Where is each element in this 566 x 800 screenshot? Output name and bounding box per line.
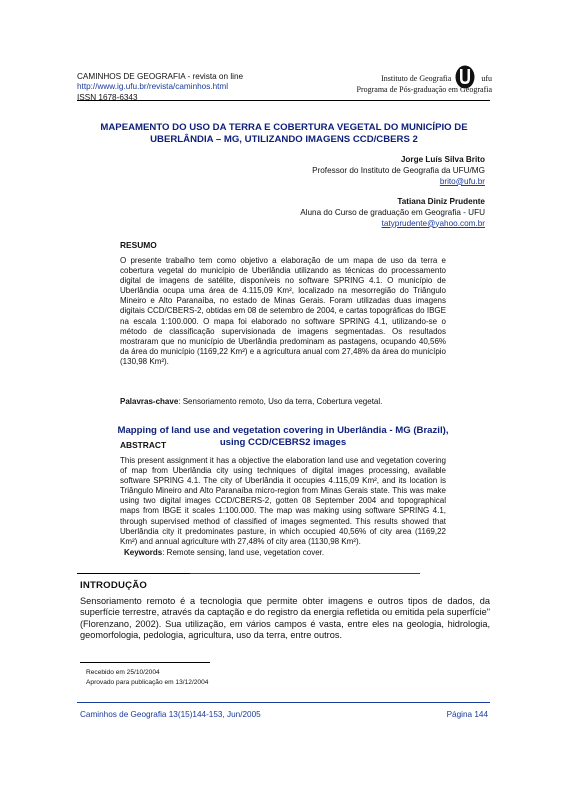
received-date: Recebido em 25/10/2004 bbox=[86, 669, 160, 676]
abstract-heading: ABSTRACT bbox=[120, 440, 167, 450]
author-block-2 bbox=[300, 197, 485, 229]
introducao-heading: INTRODUÇÃO bbox=[80, 580, 148, 591]
program-name: Programa de Pós-graduação em Geografia bbox=[356, 85, 492, 94]
author-email-link[interactable]: tatyprudente@yahoo.com.br bbox=[381, 218, 485, 228]
header-divider bbox=[77, 100, 490, 101]
author-affiliation: Aluna do Curso de graduação em Geografia - UFU bbox=[300, 207, 485, 217]
journal-name: CAMINHOS DE GEOGRAFIA - revista on line bbox=[77, 72, 244, 81]
introducao-body: Sensoriamento remoto é a tecnologia que permite obter imagens e outros tipos de dados, da superfície terrestre, através da captação e do registro da energia refletida ou emitida pela superfície" (Florenzano, 2002). Sua utilização, em vários campos é vasta, entre eles na geologia, hidrologia, geomorfologia, pedologia, agricultura, uso da terra, entre outros. bbox=[80, 596, 490, 641]
abstract-body: This present assignment it has a objective the elaboration land use and vegetation covering of map from Uberlândia city using techniques of digital images processing, available software SPRING 4.1. The city of Uberlândia it occupies 4.115,09 Km², and its location is Triângulo Mineiro and Alto Paranaíba micro-region from Minas Gerais state. This was make using two digital images CCD/CBERS-2, gotten 08 September 2004 and topographical maps from IBGE it scales 1:100.000. The map was making using software SPRING 4.1, through supervised method of classified of images segmented. This results showed that Uberlândia city it predominates pasture, in which occupied 40,56% of city area (1169,22 Km²) and annual agriculture with 27,48% of city area (1130,98 Km²). bbox=[120, 456, 446, 546]
footer-divider bbox=[77, 702, 490, 703]
author-affiliation: Professor do Instituto de Geografia da UFU/MG bbox=[312, 165, 485, 175]
approved-date: Aprovado para publicação em 13/12/2004 bbox=[86, 679, 209, 686]
keywords-text: : Sensoriamento remoto, Uso da terra, Cobertura vegetal. bbox=[178, 397, 383, 406]
author-name: Jorge Luís Silva Brito bbox=[400, 155, 485, 164]
resumo-body: O presente trabalho tem como objetivo a elaboração de um mapa de uso da terra e cobertura vegetal do município de Uberlândia utilizando as técnicas do processamento digital de imagens de satélite, disponíveis no software SPRING 4.1. O município de Uberlândia ocupa uma área de 4.115,09 Km², localizado na mesorregião do Triângulo Mineiro e Alto Paranaíba, no estado de Minas Gerais. Foram utilizadas duas imagens digitais CCD/CBERS-2, obtidas em 08 de setembro de 2004, e cartas topográficas do IBGE na escala 1:100.000. O mapa foi elaborado no software SPRING 4.1, utilizando-se o método de classificação supervisionada de imagens segmentadas. Os resultados mostraram que no município de Uberlândia predominam as pastagens, ocupando 40,56% da área do município (1169,22 Km²) e a agricultura anual com 27,48% da área do município (130,98 Km²). bbox=[120, 256, 446, 366]
footer-citation: Caminhos de Geografia 13(15)144-153, Jun/2005 bbox=[80, 710, 261, 719]
author-email-link[interactable]: brito@ufu.br bbox=[439, 176, 485, 186]
author-name: Tatiana Diniz Prudente bbox=[397, 197, 485, 206]
section-divider bbox=[190, 573, 420, 574]
keywords-label: Palavras-chave bbox=[120, 397, 179, 406]
journal-url-link[interactable]: http://www.ig.ufu.br/revista/caminhos.html bbox=[77, 82, 229, 92]
institute-abbr: ufu bbox=[481, 74, 492, 83]
journal-header bbox=[77, 72, 243, 103]
issn: ISSN 1678-6343 bbox=[77, 92, 138, 102]
author-block-1 bbox=[312, 155, 485, 187]
institute-name: Instituto de Geografia bbox=[381, 74, 452, 83]
keywords-label: Keywords bbox=[124, 548, 163, 557]
section-divider-left bbox=[77, 573, 190, 574]
paper-title: MAPEAMENTO DO USO DA TERRA E COBERTURA VEGETAL DO MUNICÍPIO DE UBERLÂNDIA – MG, UTILIZANDO IMAGENS CCD/CBERS 2 bbox=[100, 122, 468, 145]
footnote-rule bbox=[80, 662, 210, 663]
abstract-keywords bbox=[124, 548, 324, 558]
page-number: Página 144 bbox=[446, 710, 488, 719]
keywords-text: : Remote sensing, land use, vegetation cover. bbox=[162, 548, 325, 557]
resumo-keywords bbox=[120, 397, 382, 407]
institute-header bbox=[357, 73, 493, 95]
resumo-heading: RESUMO bbox=[120, 240, 157, 250]
english-title: Mapping of land use and vegetation covering in Uberlândia - MG (Brazil), using CCD/CEBRS2 images bbox=[117, 425, 449, 448]
